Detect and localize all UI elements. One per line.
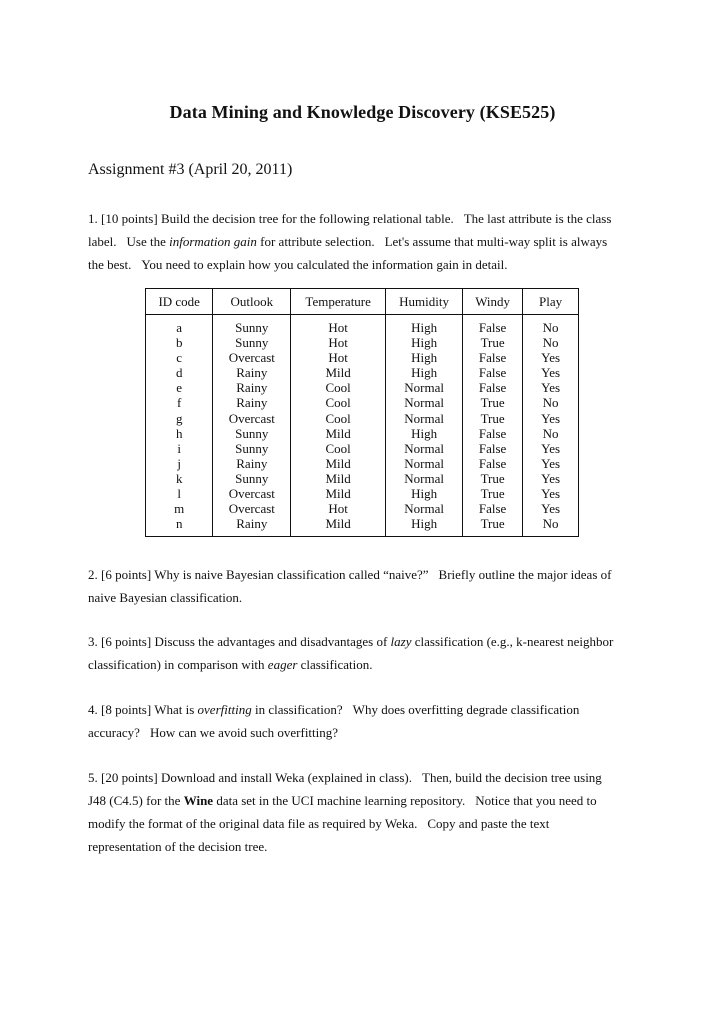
column-temperature <box>291 315 386 537</box>
header-windy: Windy <box>463 289 523 315</box>
table-cell-outlook: Rainy <box>236 455 268 471</box>
table-cell-humidity: High <box>411 320 438 335</box>
q3-text-1a: 3. [6 points] Discuss the advantages and disadvantages of <box>88 634 391 649</box>
table-cell-play: No <box>542 395 559 411</box>
question-2-line-2: naive Bayesian classification. <box>88 590 243 605</box>
question-5 <box>88 766 648 858</box>
table-cell-windy: True <box>480 395 505 411</box>
q5-text-3a: modify the format of the original data file as required by Weka. <box>88 816 418 831</box>
table-body-row <box>146 315 579 537</box>
question-2 <box>88 563 648 609</box>
table-cell-id: b <box>175 335 183 351</box>
q5-text-1b: Then, build the decision tree using <box>422 770 602 785</box>
table-cell-windy: False <box>478 380 507 396</box>
q3-emphasis-lazy: lazy <box>390 634 412 649</box>
header-play: Play <box>523 289 579 315</box>
table-cell-windy: False <box>478 320 507 335</box>
table-cell-id: e <box>176 380 183 396</box>
q5-bold-wine: Wine <box>183 793 214 808</box>
question-5-line-3 <box>88 812 648 835</box>
table-cell-play: Yes <box>541 365 561 381</box>
question-5-line-4: representation of the decision tree. <box>88 839 268 854</box>
table-cell-play: Yes <box>541 470 561 486</box>
table-cell-id: c <box>176 350 183 366</box>
table-cell-play: No <box>542 335 559 351</box>
table-cell-play: No <box>542 320 559 335</box>
question-3-line-1 <box>88 630 648 653</box>
q4-text-2a: accuracy? <box>88 725 140 740</box>
question-3-line-2 <box>88 653 648 676</box>
q5-text-2a: J48 (C4.5) for the <box>88 793 184 808</box>
q1-text-1a: 1. [10 points] Build the decision tree for the following relational table. <box>88 211 454 226</box>
column-humidity <box>386 315 463 537</box>
table-cell-humidity: Normal <box>404 395 444 411</box>
table-cell-outlook: Overcast <box>228 486 275 502</box>
table-cell-id: a <box>176 320 183 335</box>
q5-text-1a: 5. [20 points] Download and install Weka (explained in class). <box>88 770 413 785</box>
table-cell-temperature: Mild <box>325 486 351 502</box>
table-cell-outlook: Rainy <box>236 380 268 396</box>
table-cell-outlook: Rainy <box>236 516 268 532</box>
table-cell-humidity: High <box>411 350 438 366</box>
question-1-line-1 <box>88 207 648 230</box>
table-cell-temperature: Cool <box>325 380 351 396</box>
question-4 <box>88 698 648 744</box>
column-play <box>523 315 579 537</box>
table-cell-id: k <box>175 470 183 486</box>
table-cell-outlook: Sunny <box>235 440 269 456</box>
q3-text-2a: classification) in comparison with <box>88 657 268 672</box>
header-outlook: Outlook <box>213 289 291 315</box>
table-cell-id: l <box>177 486 181 502</box>
table-cell-outlook: Overcast <box>228 501 275 517</box>
table-cell-temperature: Mild <box>325 470 351 486</box>
q2-text-1b: Briefly outline the major ideas of <box>438 567 612 582</box>
q1-text-3b: You need to explain how you calculated the information gain in detail. <box>141 257 508 272</box>
q5-text-2d: Notice that you need to <box>475 793 597 808</box>
table-cell-windy: True <box>480 335 505 351</box>
table-cell-temperature: Mild <box>325 425 351 441</box>
q1-text-3a: the best. <box>88 257 132 272</box>
table-cell-humidity: High <box>411 486 438 502</box>
table-cell-temperature: Cool <box>325 440 351 456</box>
table-cell-outlook: Sunny <box>235 335 269 351</box>
table-cell-outlook: Overcast <box>228 410 275 426</box>
table-cell-play: Yes <box>541 410 561 426</box>
table-cell-windy: False <box>478 455 507 471</box>
header-id-code: ID code <box>146 289 213 315</box>
table-cell-windy: False <box>478 350 507 366</box>
table-cell-outlook: Sunny <box>235 470 269 486</box>
table-cell-outlook: Rainy <box>236 395 268 411</box>
table-cell-humidity: High <box>411 365 438 381</box>
table-cell-outlook: Sunny <box>235 320 269 335</box>
table-cell-windy: True <box>480 516 505 532</box>
table-cell-outlook: Sunny <box>235 425 269 441</box>
table-cell-outlook: Overcast <box>228 350 275 366</box>
q1-emphasis-information-gain: information gain <box>169 234 257 249</box>
table-cell-id: d <box>175 365 183 381</box>
table-cell-humidity: Normal <box>404 501 444 517</box>
table-cell-windy: False <box>478 440 507 456</box>
q4-text-1d: Why does overfitting degrade classification <box>352 702 580 717</box>
table-cell-play: Yes <box>541 501 561 517</box>
table-cell-windy: False <box>478 501 507 517</box>
table-cell-id: i <box>177 440 181 456</box>
table-cell-humidity: High <box>411 335 438 351</box>
table-cell-windy: True <box>480 486 505 502</box>
question-5-line-2 <box>88 789 648 812</box>
table-cell-humidity: Normal <box>404 380 444 396</box>
column-outlook <box>213 315 291 537</box>
q4-text-1c: in classification? <box>251 702 343 717</box>
q1-text-2a: label. <box>88 234 117 249</box>
q1-text-2b: Use the <box>126 234 170 249</box>
table-cell-outlook: Rainy <box>236 365 268 381</box>
table-cell-id: g <box>175 410 183 426</box>
table-cell-id: m <box>174 501 185 517</box>
table-cell-humidity: Normal <box>404 455 444 471</box>
assignment-subtitle: Assignment #3 (April 20, 2011) <box>88 161 293 178</box>
relational-data-table <box>145 288 579 537</box>
question-3 <box>88 630 648 676</box>
table-cell-windy: True <box>480 410 505 426</box>
table-cell-id: f <box>177 395 182 411</box>
q4-text-2b: How can we avoid such overfitting? <box>149 725 339 740</box>
table-cell-humidity: Normal <box>404 440 444 456</box>
table-cell-play: Yes <box>541 350 561 366</box>
question-2-line-1 <box>88 563 648 586</box>
q3-emphasis-eager: eager <box>267 657 298 672</box>
table-cell-id: n <box>175 516 183 532</box>
q3-text-2c: classification. <box>297 657 373 672</box>
question-4-line-1 <box>88 698 648 721</box>
q5-text-2c: data set in the UCI machine learning repository. <box>213 793 466 808</box>
table-cell-humidity: Normal <box>404 470 444 486</box>
q3-text-1c: classification (e.g., k-nearest neighbor <box>411 634 614 649</box>
table-cell-windy: False <box>478 365 507 381</box>
table-cell-play: No <box>542 516 559 532</box>
table-cell-temperature: Hot <box>328 320 348 335</box>
question-1 <box>88 207 648 276</box>
table-cell-play: Yes <box>541 440 561 456</box>
document-title: Data Mining and Knowledge Discovery (KSE525) <box>169 102 556 122</box>
q1-text-1b: The last attribute is the class <box>463 211 612 226</box>
table-cell-id: h <box>175 425 183 441</box>
q1-text-2e: Let's assume that multi-way split is always <box>384 234 608 249</box>
table-cell-temperature: Hot <box>328 501 348 517</box>
question-1-line-3 <box>88 253 648 276</box>
table-cell-play: Yes <box>541 486 561 502</box>
table-cell-windy: True <box>480 470 505 486</box>
column-id-code <box>146 315 213 537</box>
table-header-row <box>146 289 579 315</box>
table-cell-id: j <box>177 455 181 471</box>
table-cell-play: Yes <box>541 380 561 396</box>
table-cell-temperature: Hot <box>328 350 348 366</box>
table-cell-play: No <box>542 425 559 441</box>
table-cell-temperature: Mild <box>325 516 351 532</box>
table-cell-temperature: Hot <box>328 335 348 351</box>
q4-emphasis-overfitting: overfitting <box>197 702 252 717</box>
q5-text-3b: Copy and paste the text <box>427 816 550 831</box>
table-cell-humidity: Normal <box>404 410 444 426</box>
table-cell-windy: False <box>478 425 507 441</box>
table-cell-temperature: Mild <box>325 365 351 381</box>
table-cell-temperature: Mild <box>325 455 351 471</box>
q4-text-1a: 4. [8 points] What is <box>88 702 198 717</box>
table-cell-humidity: High <box>411 425 438 441</box>
question-1-line-2 <box>88 230 648 253</box>
table-cell-temperature: Cool <box>325 395 351 411</box>
q1-text-2d: for attribute selection. <box>256 234 375 249</box>
table-cell-temperature: Cool <box>325 410 351 426</box>
header-humidity: Humidity <box>386 289 463 315</box>
q2-text-1a: 2. [6 points] Why is naive Bayesian classification called “naive?” <box>88 567 429 582</box>
table-cell-play: Yes <box>541 455 561 471</box>
header-temperature: Temperature <box>291 289 386 315</box>
column-windy <box>463 315 523 537</box>
table-cell-humidity: High <box>411 516 438 532</box>
question-4-line-2 <box>88 721 648 744</box>
question-5-line-1 <box>88 766 648 789</box>
